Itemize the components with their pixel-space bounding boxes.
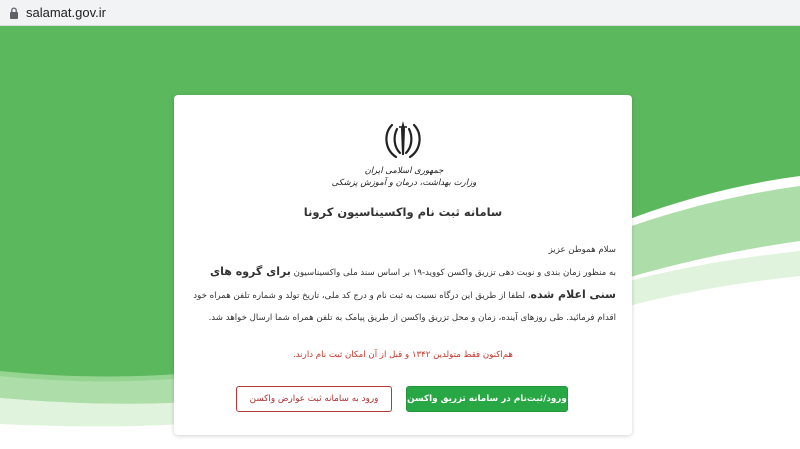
intro-part1: به منظور زمان بندی و نوبت دهی تزریق واکسن کووید-۱۹ بر اساس سند ملی واکسیناسیون — [290, 268, 616, 278]
address-bar[interactable] — [0, 0, 800, 26]
side-effects-login-button[interactable]: ورود به سامانه ثبت عوارض واکسن — [236, 386, 392, 412]
eligibility-notice: هم‌اکنون فقط متولدین ۱۳۴۲ و قبل از آن امکان ثبت نام دارند. — [293, 350, 513, 360]
registration-card — [174, 95, 632, 435]
vaccine-register-button[interactable]: ورود/ثبت‌نام در سامانه تزریق واکسن — [406, 386, 568, 412]
ministry-caption-line1: جمهوری اسلامی ایران — [364, 166, 444, 176]
intro-part2: ، لطفا از طریق این درگاه نسبت به ثبت نام و درج کد ملی، تاریخ تولد و شماره تلفن همراه خود اقدام فرمائید. طی روزهای آینده، زمان و محل تزریق واکسن از طریق پیامک به تلفن همراه شما ارسال خواهد شد. — [193, 291, 616, 323]
lock-icon — [9, 7, 19, 19]
ministry-caption-line2: وزارت بهداشت، درمان و آموزش پزشکی — [331, 178, 477, 188]
page-title: سامانه ثبت نام واکسیناسیون کرونا — [303, 205, 503, 219]
url-text: salamat.gov.ir — [26, 5, 106, 20]
ministry-caption — [324, 165, 484, 189]
iran-emblem-icon — [380, 119, 426, 163]
intro-paragraph — [190, 261, 616, 329]
intro-text — [190, 239, 616, 329]
intro-bold: برای گروه های سنی اعلام شده — [210, 265, 616, 301]
greeting: سلام هموطن عزیز — [548, 245, 616, 255]
